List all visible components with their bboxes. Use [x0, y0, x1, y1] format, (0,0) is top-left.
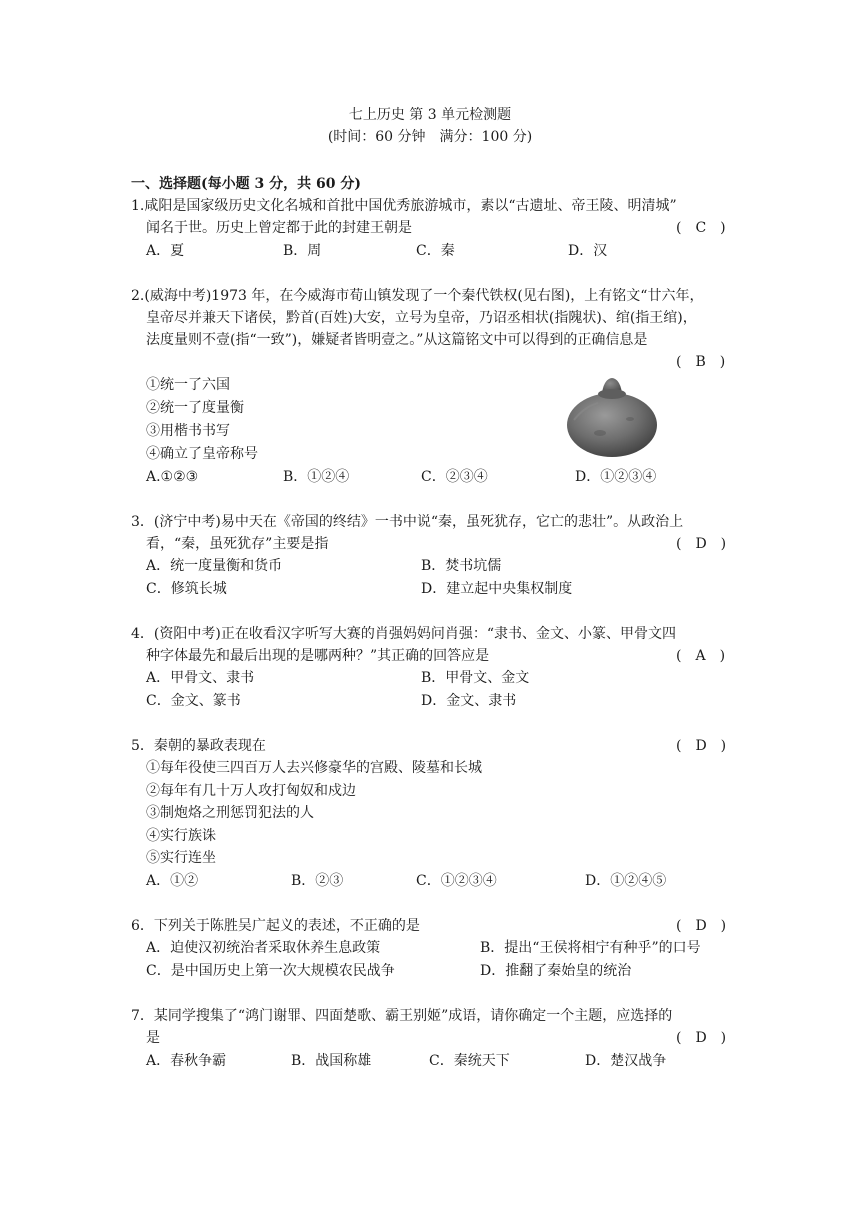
- q2-stem-line2: 皇帝尽并兼天下诸侯，黔首(百姓)大安，立号为皇帝，乃诏丞相状(指隗状)、绾(指王绾)，: [146, 310, 697, 326]
- q5-option-b: B．②③: [291, 873, 344, 889]
- page-subtitle: (时间：60 分钟 满分：100 分): [327, 129, 533, 145]
- q6-stem-line1: 6．下列关于陈胜吴广起义的表述，不正确的是: [131, 918, 420, 934]
- q2-answer: ( B ): [676, 354, 726, 370]
- q4-option-d: D．金文、隶书: [421, 693, 517, 709]
- q7-stem-line1: 7．某同学搜集了“鸿门谢罪、四面楚歌、霸王别姬”成语，请你确定一个主题，应选择的: [131, 1008, 673, 1024]
- q2-option-a: A.①②③: [146, 469, 199, 485]
- q2-item-2: ②统一了度量衡: [146, 400, 244, 416]
- q3-answer: ( D ): [676, 536, 727, 552]
- q5-item-1: ①每年役使三四百万人去兴修豪华的宫殿、陵墓和长城: [146, 760, 482, 776]
- q2-stem-line3: 法度量则不壹(指“一致”)，嫌疑者皆明壹之。”从这篇铭文中可以得到的正确信息是: [146, 332, 648, 348]
- q2-item-3: ③用楷书书写: [146, 423, 230, 439]
- q5-answer: ( D ): [676, 738, 727, 754]
- q5-item-4: ④实行族诛: [146, 828, 216, 844]
- q6-option-b: B．提出“王侯将相宁有种乎”的口号: [480, 940, 701, 956]
- q7-option-d: D．楚汉战争: [585, 1053, 667, 1069]
- q4-stem-line1: 4．(资阳中考)正在收看汉字听写大赛的肖强妈妈问肖强：“隶书、金文、小篆、甲骨文四: [131, 626, 676, 642]
- q7-stem-line2: 是: [146, 1030, 160, 1046]
- q6-option-d: D．推翻了秦始皇的统治: [480, 963, 632, 979]
- q2-stem-line1: 2.(威海中考)1973 年，在今威海市荀山镇发现了一个秦代铁权(见右图)，上有铭文“廿六年，: [131, 288, 704, 304]
- q7-option-a: A．春秋争霸: [146, 1053, 227, 1069]
- q1-stem-line2: 闻名于世。历史上曾定都于此的封建王朝是: [146, 220, 412, 236]
- q4-option-b: B．甲骨文、金文: [421, 670, 530, 686]
- q5-option-d: D．①②④⑤: [585, 873, 667, 889]
- q7-option-c: C．秦统天下: [429, 1053, 510, 1069]
- q5-option-c: C．①②③④: [416, 873, 497, 889]
- q7-option-b: B．战国称雄: [291, 1053, 372, 1069]
- q7-answer: ( D ): [676, 1030, 727, 1046]
- q1-option-b: B．周: [283, 243, 322, 259]
- q2-option-b: B．①②④: [283, 469, 350, 485]
- q2-item-1: ①统一了六国: [146, 377, 230, 393]
- q3-option-d: D．建立起中央集权制度: [421, 581, 573, 597]
- q5-item-2: ②每年有几十万人攻打匈奴和戍边: [146, 783, 356, 799]
- q1-option-a: A．夏: [146, 243, 185, 259]
- q3-option-a: A．统一度量衡和货币: [146, 558, 283, 574]
- q5-item-3: ③制炮烙之刑惩罚犯法的人: [146, 805, 314, 821]
- q3-option-c: C．修筑长城: [146, 581, 227, 597]
- q5-option-a: A．①②: [146, 873, 199, 889]
- q1-option-d: D．汉: [568, 243, 608, 259]
- q1-answer: ( C ): [676, 220, 726, 236]
- q2-option-c: C．②③④: [421, 469, 488, 485]
- q6-option-c: C．是中国历史上第一次大规模农民战争: [146, 963, 395, 979]
- page-title: 七上历史 第 3 单元检测题: [348, 107, 512, 123]
- section-heading: 一、选择题(每小题 3 分，共 60 分): [131, 176, 361, 192]
- q5-stem-line1: 5．秦朝的暴政表现在: [131, 738, 266, 754]
- q2-item-4: ④确立了皇帝称号: [146, 446, 258, 462]
- q3-stem-line1: 3．(济宁中考)易中天在《帝国的终结》一书中说“秦，虽死犹存，它亡的悲壮”。从政治上: [131, 514, 684, 530]
- q2-option-d: D．①②③④: [575, 469, 657, 485]
- q1-option-c: C．秦: [416, 243, 455, 259]
- q1-stem-line1: 1.咸阳是国家级历史文化名城和首批中国优秀旅游城市，素以“古遗址、帝王陵、明清城”: [131, 198, 677, 214]
- q5-item-5: ⑤实行连坐: [146, 850, 216, 866]
- q4-answer: ( A ): [676, 648, 726, 664]
- q4-option-c: C．金文、篆书: [146, 693, 241, 709]
- q6-option-a: A．迫使汉初统治者采取休养生息政策: [146, 940, 381, 956]
- q3-stem-line2: 看，“秦，虽死犹存”主要是指: [146, 536, 329, 552]
- iron-weight-photo: [564, 375, 660, 459]
- q3-option-b: B．焚书坑儒: [421, 558, 502, 574]
- q4-option-a: A．甲骨文、隶书: [146, 670, 255, 686]
- q4-stem-line2: 种字体最先和最后出现的是哪两种？”其正确的回答应是: [146, 648, 490, 664]
- q6-answer: ( D ): [676, 918, 727, 934]
